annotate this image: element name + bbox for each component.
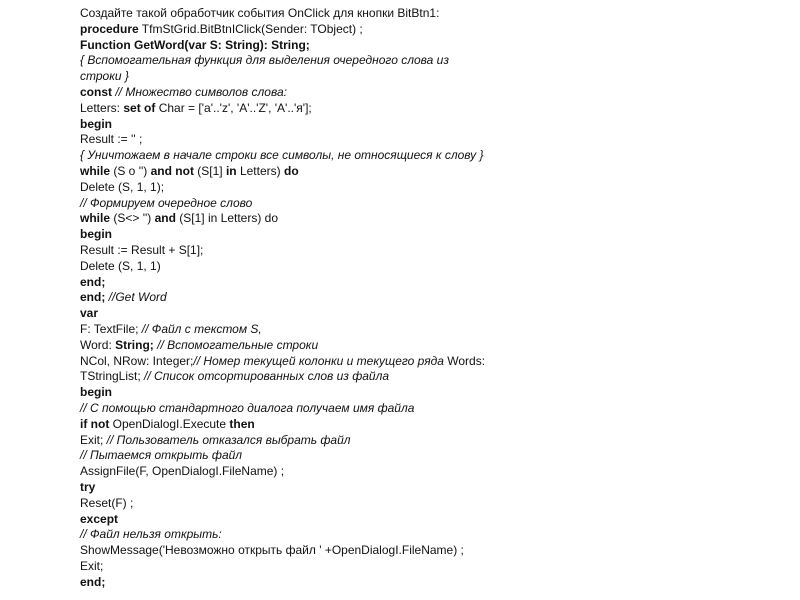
code-line [80, 38, 780, 54]
code-line [80, 53, 780, 69]
code-document [80, 6, 780, 590]
code-line [80, 227, 780, 243]
code-segment: const [80, 84, 113, 99]
code-segment: // Список отсортированных слов из файла [144, 369, 390, 384]
code-segment: Function GetWord(var S: String): String; [80, 37, 310, 52]
code-segment: OpenDialogI.Execute [109, 416, 230, 431]
code-segment: строки } [80, 69, 129, 84]
code-line [80, 543, 780, 559]
code-line [80, 6, 780, 22]
code-segment: do [283, 163, 299, 178]
code-line [80, 559, 780, 575]
code-segment: { Вспомогательная функция для выделения очередного слова из [80, 53, 449, 68]
code-segment: end; [80, 274, 106, 289]
code-line [80, 575, 780, 591]
code-segment: TfmStGrid.BitBtnIClick(Sender: TObject) ; [138, 21, 363, 36]
code-line [80, 275, 780, 291]
code-line [80, 148, 780, 164]
code-line [80, 22, 780, 38]
code-line [80, 417, 780, 433]
code-line [80, 322, 780, 338]
code-line [80, 354, 780, 370]
code-line [80, 132, 780, 148]
code-segment: in [225, 163, 237, 178]
code-segment: while [80, 163, 111, 178]
code-segment: Result := '' ; [80, 132, 143, 147]
code-line [80, 306, 780, 322]
code-segment: // С помощью стандартного диалога получаем имя файла [80, 400, 415, 415]
code-line [80, 259, 780, 275]
code-segment: TStringList; [80, 369, 145, 384]
code-segment: Word: [80, 337, 116, 352]
code-segment: and [154, 211, 176, 226]
code-segment: Exit; [80, 432, 107, 447]
code-segment: AssignFile(F, OpenDialogI.FileName) ; [80, 464, 285, 479]
code-line [80, 164, 780, 180]
code-line [80, 496, 780, 512]
code-line [80, 401, 780, 417]
code-line [80, 85, 780, 101]
code-segment: // Вспомогательные строки [153, 337, 319, 352]
code-line [80, 512, 780, 528]
code-segment: Reset(F) ; [80, 495, 134, 510]
code-segment: ShowMessage('Невозможно открыть файл ' +OpenDialogI.FileName) ; [80, 543, 464, 558]
code-segment: (S[1] [193, 163, 226, 178]
code-line [80, 369, 780, 385]
code-segment: // Множество символов слова: [112, 84, 287, 99]
code-segment: (S[1] in Letters) do [175, 211, 279, 226]
code-segment: Delete (S, 1, 1); [80, 179, 165, 194]
code-segment: begin [80, 116, 112, 131]
code-segment: // Файл нельзя открыть: [80, 527, 222, 542]
code-line [80, 211, 780, 227]
code-segment: Letters: [80, 100, 124, 115]
code-segment: // Файл с текстом S, [141, 321, 262, 336]
code-line [80, 290, 780, 306]
code-segment: (S o '') [110, 163, 151, 178]
code-line [80, 196, 780, 212]
code-segment: F: TextFile; [80, 321, 142, 336]
code-segment: // Пользователь отказался выбрать файл [106, 432, 351, 447]
code-segment: and not [150, 163, 194, 178]
code-segment: String; [115, 337, 154, 352]
code-segment: Exit; [80, 558, 104, 573]
code-line [80, 117, 780, 133]
code-line [80, 338, 780, 354]
code-segment: // Пытаемся открыть файл [80, 448, 243, 463]
code-segment: var [80, 306, 99, 321]
code-segment: // Формируем очередное слово [80, 195, 253, 210]
code-segment: Char = ['a'..'z', 'A'..'Z', 'A'..'я']; [155, 100, 312, 115]
code-segment: try [80, 479, 96, 494]
code-segment: while [80, 211, 111, 226]
code-segment: if not [80, 416, 110, 431]
code-line [80, 385, 780, 401]
code-segment: { Уничтожаем в начале строки все символы, не относящиеся к слову } [80, 148, 484, 163]
code-line [80, 101, 780, 117]
code-segment: then [229, 416, 255, 431]
code-segment: procedure [80, 21, 139, 36]
code-segment: begin [80, 227, 112, 242]
code-line [80, 448, 780, 464]
code-segment: set of [123, 100, 156, 115]
code-segment: end; [80, 290, 106, 305]
code-segment: // Номер текущей колонки и текущего ряда [193, 353, 444, 368]
code-segment: except [80, 511, 119, 526]
code-segment: Result := Result + S[1]; [80, 242, 204, 257]
code-segment: end; [80, 574, 106, 589]
code-line [80, 480, 780, 496]
code-segment: Delete (S, 1, 1) [80, 258, 161, 273]
code-segment: Создайте такой обработчик события OnClick для кнопки BitBtn1: [80, 6, 440, 20]
code-line [80, 180, 780, 196]
code-segment: begin [80, 385, 112, 400]
code-segment: Letters) [236, 163, 284, 178]
code-segment: NCol, NRow: Integer; [80, 353, 194, 368]
code-segment: (S<> '') [110, 211, 155, 226]
code-line [80, 243, 780, 259]
code-line [80, 433, 780, 449]
code-segment: //Get Word [105, 290, 167, 305]
code-line [80, 69, 780, 85]
code-line [80, 464, 780, 480]
code-line [80, 527, 780, 543]
code-segment: Words: [443, 353, 486, 368]
